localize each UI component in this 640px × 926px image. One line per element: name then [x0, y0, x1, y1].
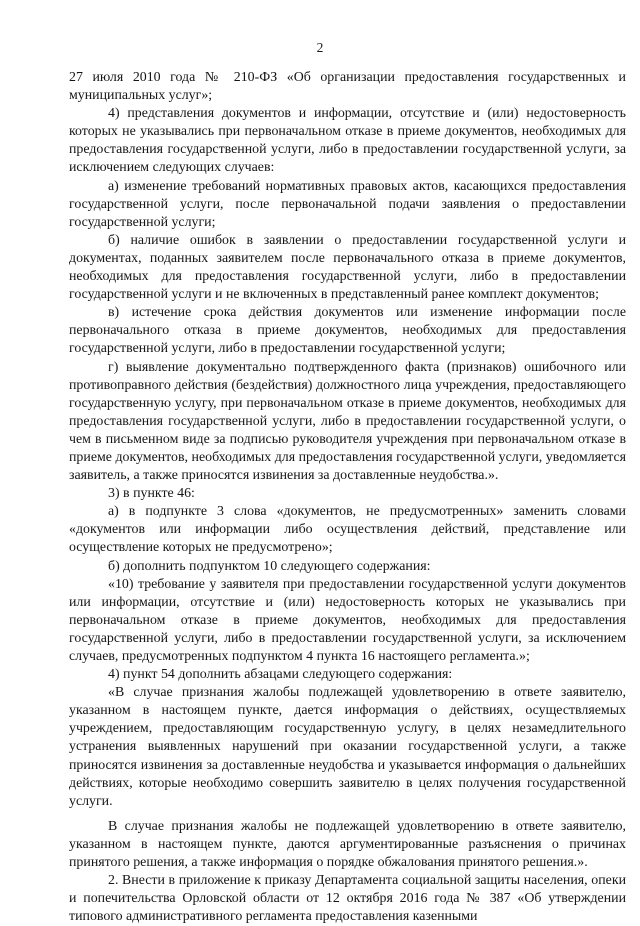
paragraph-subitem-g: г) выявление документально подтвержденного факта (признаков) ошибочного или противоправного действия (бездействия) должностного лица учреждения, предоставляющего государственную услугу, при первоначальном отказе в приеме документов, необходимых для предоставления государственной услуги, либо в предоставлении государственной услуги, о чем в письменном виде за подписью руководителя учреждения при первоначальном отказе в приеме документов, необходимых для предоставления государственной услуги, уведомляется заявитель, а также приносятся извинения за доставленные неудобства.».: [69, 359, 626, 484]
document-body: [69, 69, 626, 926]
paragraph-subitem-b: б) наличие ошибок в заявлении о предоставлении государственной услуги и документах, поданных заявителем после первоначального отказа в приеме документов, необходимых для предоставления государственной услуги, либо в предоставлении государственной услуги и не включенных в представленный ранее комплект документов;: [69, 232, 626, 303]
paragraph-continuation: 27 июля 2010 года № 210-ФЗ «Об организации предоставления государственных и муниципальных услуг»;: [69, 70, 626, 104]
paragraph-subitem-a: а) изменение требований нормативных правовых актов, касающихся предоставления государственной услуги, после первоначальной подачи заявления о предоставлении государственной услуги;: [69, 178, 626, 230]
paragraph-item-3-b: б) дополнить подпунктом 10 следующего содержания:: [108, 558, 431, 574]
page-number: 2: [316, 40, 324, 55]
paragraph-item-3: 3) в пункте 46:: [108, 486, 195, 502]
paragraph-item-4: 4) представления документов и информации, отсутствие и (или) недостоверность которых не указывались при первоначальном отказе в приеме документов, необходимых для предоставления государственной услуги, либо в предоставлении государственной услуги, за исключением следующих случаев:: [69, 106, 626, 176]
paragraph-complaint-satisfied: «В случае признания жалобы подлежащей удовлетворению в ответе заявителю, указанном в настоящем пункте, дается информация о действиях, осуществляемых учреждением, предоставляющим государственную услугу, в целях незамедлительного устранения выявленных нарушений при оказании государственной услуги, а также приносятся извинения за доставленные неудобства и указывается информация о дальнейших действиях, которые необходимо совершить заявителю в целях получения государственной услуги.: [69, 685, 626, 809]
paragraph-section-2: 2. Внести в приложение к приказу Департамента социальной защиты населения, опеки и попечительства Орловской области от 12 октября 2016 года № 387 «Об утверждении типового административного регламента предоставления казенными: [69, 873, 626, 925]
paragraph-quote-10: «10) требование у заявителя при предоставлении государственной услуги документов или информации, отсутствие и (или) недостоверность которых не указывались при первоначальном отказе в приеме документов, необходимых для предоставления государственной услуги, либо в предоставлении государственной услуги, за исключением случаев, предусмотренных подпунктом 4 пункта 16 настоящего регламента.»;: [69, 576, 626, 664]
paragraph-subitem-v: в) истечение срока действия документов или изменение информации после первоначального отказа в приеме документов, необходимых для предоставления государственной услуги, либо в предоставлении государственной услуги;: [69, 305, 626, 357]
paragraph-item-3-a: а) в подпункте 3 слова «документов, не предусмотренных» заменить словами «документов или информации либо осуществления действий, представление или осуществление которых не предусмотрено»;: [69, 504, 626, 556]
paragraph-complaint-rejected: В случае признания жалобы не подлежащей удовлетворению в ответе заявителю, указанном в настоящем пункте, даются аргументированные разъяснения о причинах принятого решения, а также информация о порядке обжалования принятого решения.».: [69, 818, 626, 871]
paragraph-item-4-point-54: 4) пункт 54 дополнить абзацами следующего содержания:: [108, 667, 453, 683]
